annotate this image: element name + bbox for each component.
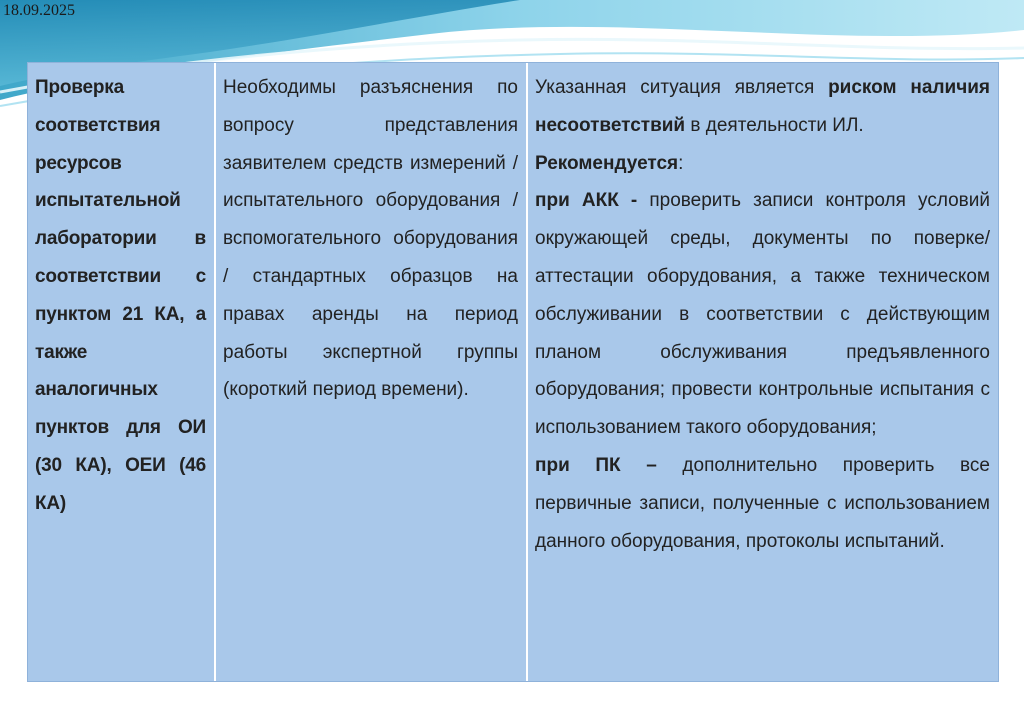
topic-text: Проверка соответствия ресурсов испытательной лаборатории в соответствии с пунктом 21 КА, а также аналогичных пунктов для ОИ (30 КА), ОЕИ (46 КА) <box>35 77 206 514</box>
table-cell-answer <box>528 63 998 681</box>
akk-label: при АКК - <box>535 190 650 212</box>
pk-label: при ПК – <box>535 454 683 476</box>
recommendation-heading: Рекомендуется: <box>535 152 684 174</box>
akk-recommendation: при АКК - проверить записи контроля условий окружающей среды, документы по поверке/аттестации оборудования, а также техническом обслуживании в соответствии с действующим планом обслуживания предъявленного оборудования; провести контрольные испытания с использованием такого оборудования; <box>535 190 991 439</box>
answer-intro: Указанная ситуация является риском наличия несоответствий в деятельности ИЛ. <box>535 77 990 136</box>
table-cell-topic <box>28 63 214 681</box>
pk-recommendation: при ПК – дополнительно проверить все первичные записи, полученные с использованием данного оборудования, протоколы испытаний. <box>535 454 990 552</box>
risk-phrase: риском наличия несоответствий <box>535 77 990 136</box>
table-cell-question <box>216 63 526 681</box>
content-table <box>27 62 999 682</box>
question-text: Необходимы разъяснения по вопросу представления заявителем средств измерений / испытательного оборудования / вспомогательного оборудования / стандартных образцов на правах аренды на период работы экспертной группы (короткий период времени). <box>223 77 518 401</box>
slide-date: 18.09.2025 <box>3 2 75 19</box>
